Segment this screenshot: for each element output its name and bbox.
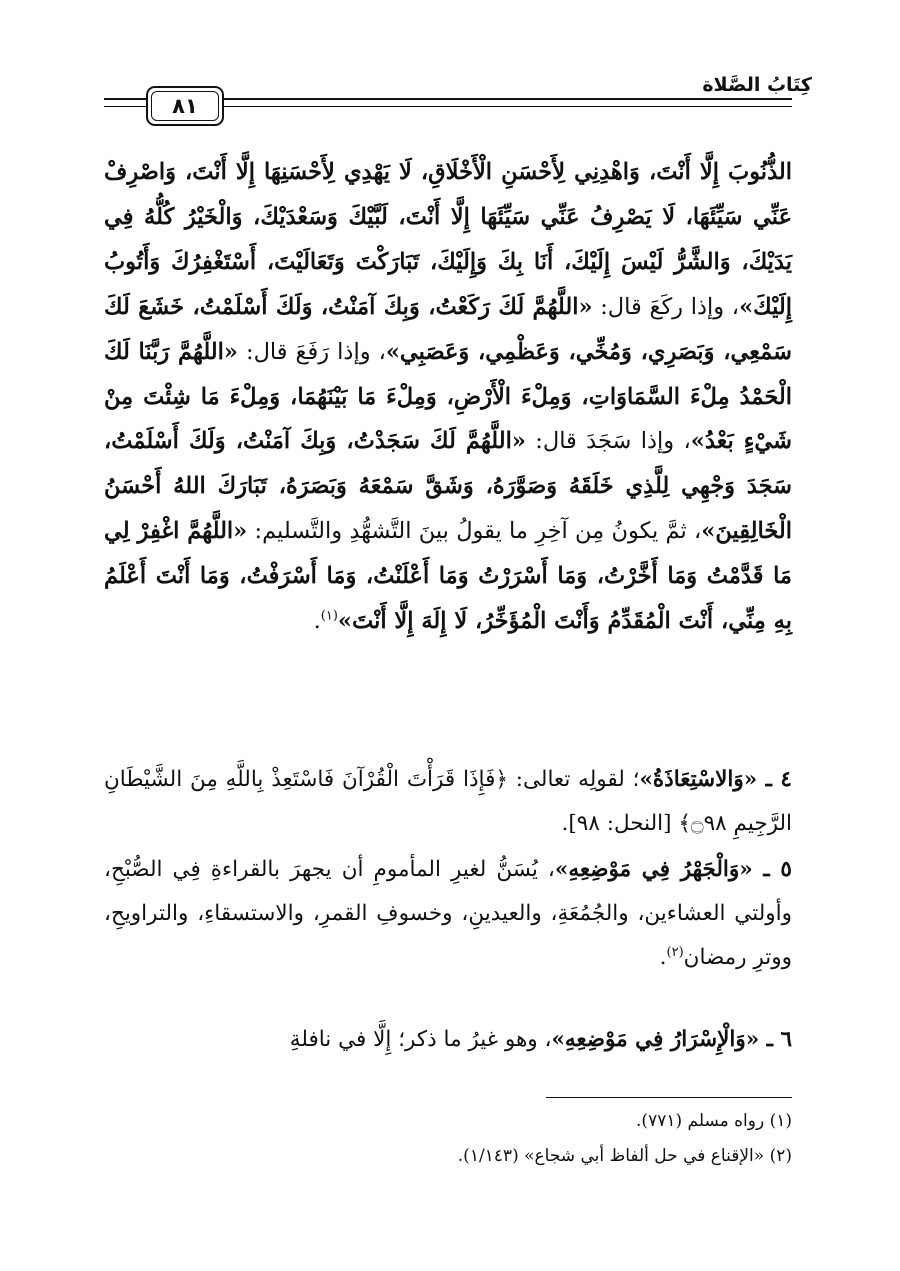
footnote-separator <box>546 1097 792 1098</box>
page-number: ٨١ <box>151 91 219 121</box>
main-end: . <box>313 608 321 635</box>
header-rule-left-top <box>104 98 146 100</box>
footnotes <box>104 1104 792 1174</box>
dua-ruku: «اللَّهُمَّ لَكَ رَكَعْتُ، وَبِكَ آمَنْتُ، وَلَكَ أَسْلَمْتُ، خَشَعَ لَكَ سَمْعِي، وَبَصَرِي، وَمُخِّي، وَعَظْمِي، وَعَصَبِي» <box>104 293 792 365</box>
p5-text: ، يُسَنُّ لغيرِ المأمومِ أن يجهرَ بالقراءةِ فِي الصُّبْحِ، وأولتي العشاءين، والجُمُعَةِ، والعيدينِ، وخسوفِ القمرِ، والاستسقاءِ، والتراويحِ، ووترِ رمضان <box>104 857 792 970</box>
chapter-title: كِتَابُ الصَّلاة <box>702 74 812 96</box>
p4-number: ٤ ـ <box>757 767 792 792</box>
dua-sujud: «اللَّهُمَّ لَكَ سَجَدْتُ، وَبِكَ آمَنْتُ، وَلَكَ أَسْلَمْتُ، سَجَدَ وَجْهِي لِلَّذِي خَلَقَهُ وَصَوَّرَهُ، وَشَقَّ سَمْعَهُ وَبَصَرَهُ، تَبَارَكَ اللهُ أَحْسَنُ الْخَالِقِينَ» <box>104 428 792 545</box>
header-rule-left-bottom <box>104 106 146 107</box>
p6-text: ، وهو غيرُ ما ذكر؛ إِلَّا في نافلةِ <box>289 1027 552 1052</box>
paragraph-5 <box>104 848 792 980</box>
p5-number: ٥ ـ <box>752 857 792 882</box>
raising-intro: ، وإذا رَفَعَ قال: <box>237 338 386 365</box>
p4-citation: [النحل: ٩٨]. <box>561 811 679 836</box>
p6-number: ٦ ـ <box>759 1027 792 1052</box>
sujud-intro: ، وإذا سَجَدَ قال: <box>525 428 691 455</box>
page-number-box <box>146 86 224 126</box>
dua-opening-text: الذُّنُوبَ إِلَّا أَنْتَ، وَاهْدِنِي لِأَحْسَنِ الْأَخْلَاقِ، لَا يَهْدِي لِأَحْسَنِهَا إِلَّا أَنْتَ، وَاصْرِفْ عَنِّي سَيِّئَهَا، لَا يَصْرِفُ عَنِّي سَيِّئَهَا إِلَّا أَنْتَ، لَبَّيْكَ وَسَعْدَيْكَ، وَالْخَيْرُ كُلُّهُ فِي يَدَيْكَ، وَالشَّرُّ لَيْسَ إِلَيْكَ، أَنَا بِكَ وَإِلَيْكَ، تَبَارَكْتَ وَتَعَالَيْتَ، أَسْتَغْفِرُكَ وَأَتُوبُ إِلَيْكَ» <box>104 159 792 320</box>
paragraph-4 <box>104 758 792 846</box>
p4-text: ؛ لقولِه تعالى: <box>507 767 640 792</box>
footnote-1: (١) رواه مسلم (٧٧١). <box>636 1111 792 1131</box>
p5-heading: «وَالْجَهْرُ فِي مَوْضِعِهِ» <box>554 857 753 882</box>
header-rule-right-bottom <box>220 106 792 107</box>
ruku-intro: ، وإذا ركَعَ قال: <box>592 293 740 320</box>
tashahhud-intro: ، ثمَّ يكونُ مِن آخِرِ ما يقولُ بينَ التَّشهُّدِ والتَّسليم: <box>247 518 702 545</box>
p4-quran-verse: ﴿فَإِذَا قَرَأْتَ الْقُرْآنَ فَاسْتَعِذْ بِاللَّهِ مِنَ الشَّيْطَانِ الرَّجِيمِ ۝٩٨﴾ <box>104 767 792 836</box>
footnote-2: (٢) «الإقناع في حل ألفاظ أبي شجاع» (١/١٤٣). <box>457 1146 792 1166</box>
p5-end: . <box>659 945 667 970</box>
main-paragraph <box>104 150 792 644</box>
paragraph-6 <box>104 1018 792 1062</box>
footnote-ref-1: (١) <box>320 608 338 624</box>
p6-heading: «وَالْإِسْرَارُ فِي مَوْضِعِهِ» <box>551 1027 760 1052</box>
p4-heading: «وَالاسْتِعَاذَةُ» <box>639 767 758 792</box>
dua-final: «اللَّهُمَّ اغْفِرْ لِي مَا قَدَّمْتُ وَمَا أَخَّرْتُ، وَمَا أَسْرَرْتُ وَمَا أَعْلَنْتُ، وَمَا أَسْرَفْتُ، وَمَا أَنْتَ أَعْلَمُ بِهِ مِنِّي، أَنْتَ الْمُقَدِّمُ وَأَنْتَ الْمُؤَخِّرُ، لَا إِلَهَ إِلَّا أَنْتَ» <box>104 518 792 635</box>
dua-raising: «اللَّهُمَّ رَبَّنَا لَكَ الْحَمْدُ مِلْءَ السَّمَاوَاتِ، وَمِلْءَ الْأَرْضِ، وَمِلْءَ مَا بَيْنَهُمَا، وَمِلْءَ مَا شِئْتَ مِنْ شَيْءٍ بَعْدُ» <box>104 338 792 455</box>
footnote-ref-2: (٢) <box>666 944 684 960</box>
header-rule-right-top <box>220 98 792 100</box>
